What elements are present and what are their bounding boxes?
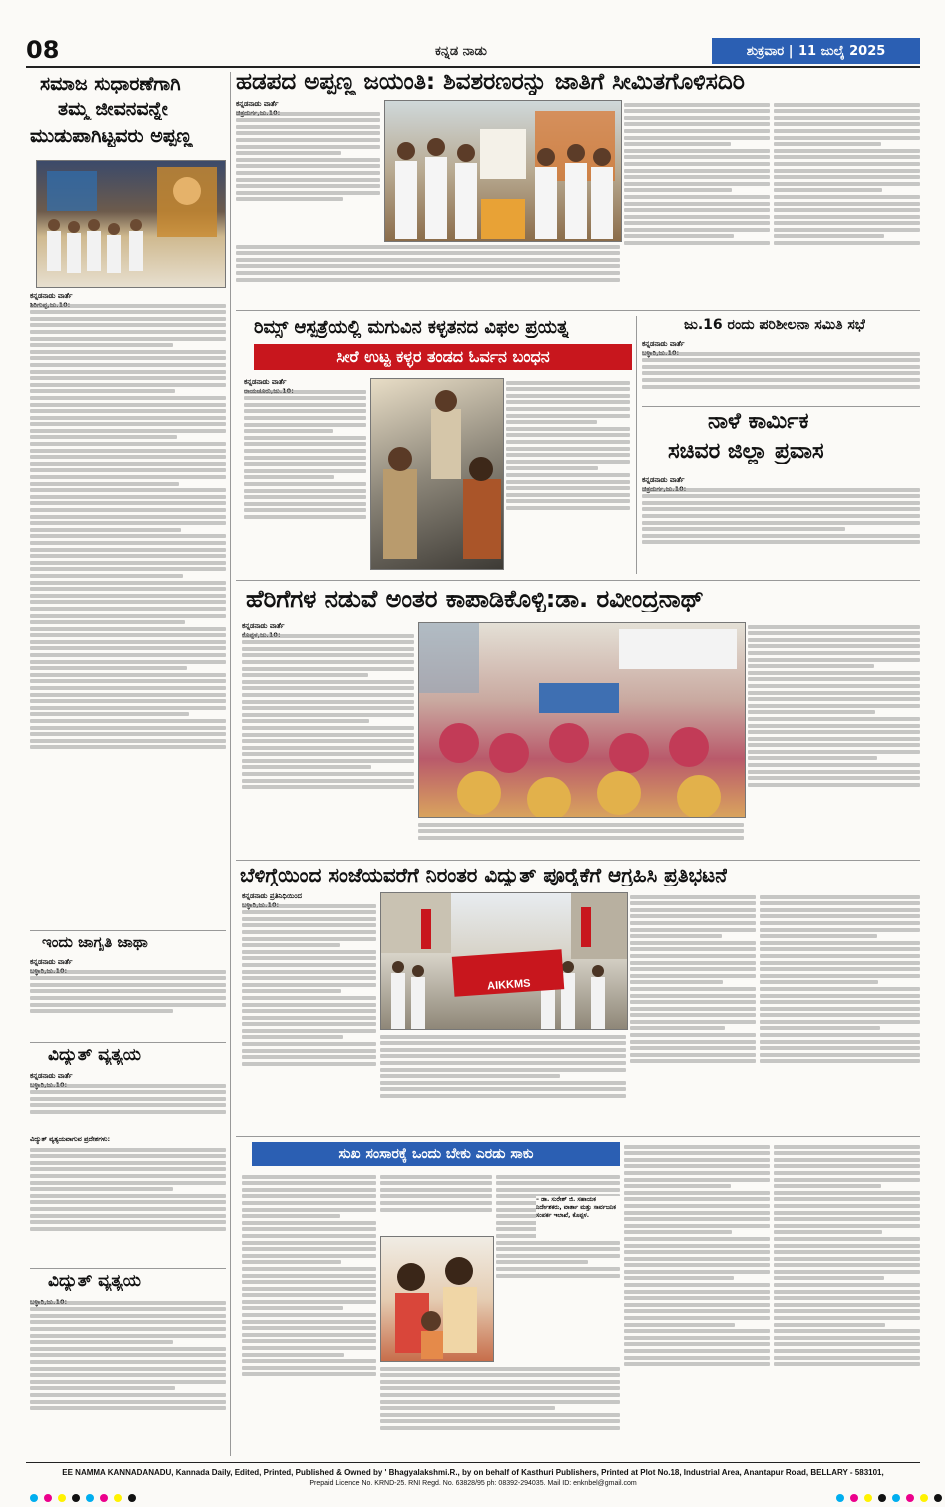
divider: [236, 860, 920, 861]
rims-subheadline-banner: [254, 344, 632, 370]
rims-headline: ರಿಮ್ಸ್ ಆಸ್ಪತ್ರೆಯಲ್ಲಿ ಮಗುವಿನ ಕಳ್ಳತನದ ವಿಫಲ ಪ್ರಯತ್ನ: [254, 318, 570, 338]
column-rule: [230, 72, 231, 1456]
divider: [30, 1268, 226, 1269]
family-body-f: [774, 1142, 920, 1456]
rims-arrest-photo: [370, 378, 504, 570]
rims-subheadline: ಸೀರೆ ಉಟ್ಟ ಕಳ್ಳರ ತಂಡದ ಓರ್ವನ ಬಂಧನ: [336, 347, 550, 366]
registration-dot: [906, 1494, 914, 1502]
registration-dot: [878, 1494, 886, 1502]
appanna-jayanti-body-d: [774, 100, 920, 304]
power-cut-1-subhead: ವಿದ್ಯುತ್ ವ್ಯತ್ಯಯವಾಗುವ ಪ್ರದೇಶಗಳು:: [30, 1135, 111, 1143]
imprint-line-1: EE NAMMA KANNADANADU, Kannada Daily, Edited, Printed, Published & Owned by ' Bhagyalakshmi.R., by on behalf of Kasthuri Publishers, Printed at Plot No.18, Industrial Area, Anantapur Road, BELLARY - 583101,: [62, 1468, 884, 1477]
delivery-headline: ಹೆರಿಗೆಗಳ ನಡುವೆ ಅಂತರ ಕಾಪಾಡಿಕೊಳ್ಳಿ:ಡಾ. ರವೀಂದ್ರನಾಥ್: [246, 586, 704, 613]
delivery-body-a: [242, 631, 414, 853]
masthead-rule: [26, 66, 920, 68]
column-rule: [636, 316, 637, 574]
divider: [236, 310, 920, 311]
divider: [236, 1136, 920, 1137]
imprint-line-2: Prepaid Licence No. KRND-25. RNI Regd. No. 63828/95 ph: 08392-294035. Mail ID: enknbel@gmail.com: [309, 1480, 637, 1487]
registration-dot: [128, 1494, 136, 1502]
electricity-body-c: [630, 892, 756, 1132]
registration-dot: [836, 1494, 844, 1502]
registration-dot: [892, 1494, 900, 1502]
training-headline: ಜು.16 ರಂದು ಪರಿಶೀಲನಾ ಸಮಿತಿ ಸಭೆ: [684, 318, 865, 333]
registration-dot: [44, 1494, 52, 1502]
photo-figures: [381, 1237, 493, 1361]
power-cut-2-body: [30, 1298, 226, 1456]
appanna-jayanti-body-b: [236, 242, 620, 304]
electricity-body-b: [380, 1032, 626, 1132]
appanna-jayanti-body-a: [236, 109, 380, 237]
registration-marks-left: [30, 1494, 136, 1502]
registration-dot: [934, 1494, 942, 1502]
appanna-left-body: [30, 301, 226, 925]
appanna-jayanti-headline: ಹಡಪದ ಅಪ್ಪಣ್ಣ ಜಯಂತಿ: ಶಿವಶರಣರನ್ನು ಜಾತಿಗೆ ಸೀಮಿತಗೊಳಿಸದಿರಿ: [236, 70, 745, 95]
appanna-left-byline: ಕನ್ನಡನಾಡು ವಾರ್ತೆ: [30, 292, 73, 300]
family-banner: [252, 1142, 620, 1166]
photo-figures: [385, 101, 621, 241]
labour-minister-byline: ಕನ್ನಡನಾಡು ವಾರ್ತೆ: [642, 476, 685, 484]
family-body-b: [380, 1172, 492, 1232]
appanna-left-headline-1: ಸಮಾಜ ಸುಧಾರಣೆಗಾಗಿ: [40, 74, 181, 95]
family-photo: [380, 1236, 494, 1362]
appanna-jayanti-photo: [384, 100, 622, 242]
family-body-a: [242, 1172, 376, 1456]
family-body-d: [380, 1364, 620, 1456]
registration-dot: [100, 1494, 108, 1502]
paper-name: ಕನ್ನಡ ನಾಡು: [435, 44, 487, 59]
family-caption: – ಡಾ. ಸುರೇಶ್ ಜಿ. ಸಹಾಯಕ ನಿರ್ದೇಶಕರು, ವಾರ್ತಾ ಮತ್ತು ಸಾರ್ವಜನಿಕ ಸಂಪರ್ಕ ಇಲಾಖೆ, ಕೊಪ್ಪಳ.: [536, 1196, 620, 1240]
appanna-jayanti-byline: ಕನ್ನಡನಾಡು ವಾರ್ತೆ: [236, 100, 279, 108]
power-cut-1-byline: ಕನ್ನಡನಾಡು ವಾರ್ತೆ: [30, 1072, 73, 1080]
jagruti-headline: ಇಂದು ಜಾಗೃತಿ ಜಾಥಾ: [42, 934, 148, 951]
delivery-body-b: [748, 622, 920, 854]
registration-dot: [850, 1494, 858, 1502]
training-body: [642, 349, 920, 405]
electricity-byline: ಕನ್ನಡನಾಡು ಪ್ರತಿನಿಧಿಯಿಂದ: [242, 892, 302, 900]
family-headline: ಸುಖ ಸಂಸಾರಕ್ಕೆ ಒಂದು ಬೇಕು ಎರಡು ಸಾಕು: [338, 1146, 534, 1162]
delivery-body-c: [418, 820, 744, 854]
registration-dot: [114, 1494, 122, 1502]
divider: [30, 1042, 226, 1043]
photo-figures: [37, 161, 225, 287]
jagruti-body: [30, 967, 226, 1039]
power-cut-1-body-a: [30, 1081, 226, 1131]
photo-figures: [371, 379, 503, 569]
appanna-event-photo: [36, 160, 226, 288]
divider: [30, 930, 226, 931]
appanna-left-headline-2: ತಮ್ಮ ಜೀವನವನ್ನೇ: [58, 99, 168, 120]
electricity-body-d: [760, 892, 920, 1132]
divider: [236, 580, 920, 581]
rims-byline: ಕನ್ನಡನಾಡು ವಾರ್ತೆ: [244, 378, 287, 386]
family-body-c: [496, 1172, 620, 1322]
jagruti-byline: ಕನ್ನಡನಾಡು ವಾರ್ತೆ: [30, 958, 73, 966]
aikkms-banner-text: AIKKMS: [486, 977, 531, 993]
power-cut-1-headline: ವಿದ್ಯುತ್ ವ್ಯತ್ಯಯ: [48, 1046, 141, 1065]
family-body-e: [624, 1142, 770, 1456]
labour-minister-headline-1: ನಾಳೆ ಕಾರ್ಮಿಕ: [708, 410, 809, 434]
electricity-protest-photo: [380, 892, 628, 1030]
registration-dot: [86, 1494, 94, 1502]
date-bar: [712, 38, 920, 64]
registration-dot: [58, 1494, 66, 1502]
labour-minister-body: [642, 485, 920, 571]
registration-dot: [864, 1494, 872, 1502]
delivery-byline: ಕನ್ನಡನಾಡು ವಾರ್ತೆ: [242, 622, 285, 630]
training-byline: ಕನ್ನಡನಾಡು ವಾರ್ತೆ: [642, 340, 685, 348]
electricity-body-a: [242, 901, 376, 1133]
registration-dot: [72, 1494, 80, 1502]
appanna-left-headline-3: ಮುಡುಪಾಗಿಟ್ಟವರು ಅಪ್ಪಣ್ಣ: [30, 126, 193, 147]
photo-figures: [419, 623, 745, 817]
rims-body-a: [244, 387, 366, 573]
issue-date: ಶುಕ್ರವಾರ | 11 ಜುಲೈ 2025: [746, 43, 886, 59]
appanna-jayanti-body-c: [624, 100, 770, 304]
aikkms-banner: [452, 949, 565, 997]
power-cut-1-body-b: [30, 1145, 226, 1267]
page-number: 08: [26, 36, 60, 64]
rims-body-b: [506, 378, 630, 568]
footer-rule: [26, 1462, 920, 1463]
registration-dot: [920, 1494, 928, 1502]
labour-minister-headline-2: ಸಚಿವರ ಜಿಲ್ಲಾ ಪ್ರವಾಸ: [668, 440, 824, 464]
divider: [642, 406, 920, 407]
registration-marks-right: [836, 1494, 942, 1502]
delivery-meeting-photo: [418, 622, 746, 818]
registration-dot: [30, 1494, 38, 1502]
electricity-headline: ಬೆಳಿಗ್ಗೆಯಿಂದ ಸಂಜೆಯವರೆಗೆ ನಿರಂತರ ವಿದ್ಯುತ್ ಪೂರೈಕೆಗೆ ಆಗ್ರಹಿಸಿ ಪ್ರತಿಭಟನೆ: [240, 864, 728, 886]
power-cut-2-headline: ವಿದ್ಯುತ್ ವ್ಯತ್ಯಯ: [48, 1272, 141, 1291]
